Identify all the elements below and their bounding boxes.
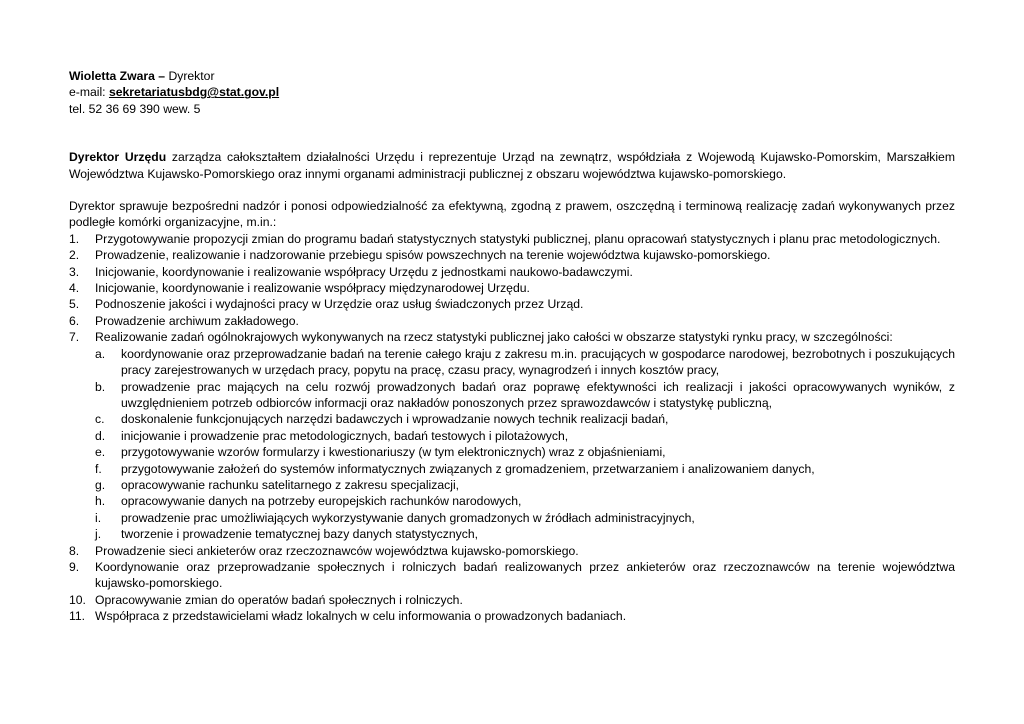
item-text: Przygotowywanie propozycji zmian do programu badań statystycznych statystyki publicznej, planu opracowań statystycznych i planu prac metodologicznych.: [95, 231, 941, 246]
item-number: 10.: [69, 592, 86, 607]
item-number: 5.: [69, 297, 80, 312]
sub-list-item: [95, 346, 955, 379]
item-text: Realizowanie zadań ogólnokrajowych wykonywanych na rzecz statystyki publicznej jako całości w obszarze statystyki rynku pracy, w szczególności:: [95, 330, 893, 345]
item-number: 11.: [69, 609, 86, 624]
item-text: Współpraca z przedstawicielami władz lokalnych w celu informowania o prowadzonych badaniach.: [95, 609, 627, 624]
item-number: 2.: [69, 248, 80, 263]
sub-item-text: opracowywanie danych na potrzeby europejskich rachunków narodowych,: [121, 494, 522, 509]
contact-name-line: [69, 68, 955, 84]
list-item: [69, 329, 955, 542]
list-item: [69, 296, 955, 312]
item-text: Prowadzenie, realizowanie i nadzorowanie przebiegu spisów powszechnych na terenie województwa kujawsko-pomorskiego.: [95, 248, 771, 263]
sub-list-item: [95, 444, 955, 460]
sub-item-text: inicjowanie i prowadzenie prac metodologicznych, badań testowych i pilotażowych,: [121, 428, 569, 443]
contact-email-line: [69, 84, 955, 100]
supervision-paragraph: Dyrektor sprawuje bezpośredni nadzór i ponosi odpowiedzialność za efektywną, zgodną z prawem, oszczędną i terminową realizację zadań wykonywanych przez podległe komórki organizacyjne, m.in.:: [69, 199, 955, 230]
item-letter: g.: [95, 477, 106, 492]
sub-list-item: [95, 411, 955, 427]
item-letter: c.: [95, 412, 105, 427]
email-label: e-mail:: [69, 85, 106, 100]
item-text: Inicjowanie, koordynowanie i realizowanie współpracy międzynarodowej Urzędu.: [95, 281, 530, 296]
item-letter: h.: [95, 494, 106, 509]
list-item: [69, 559, 955, 592]
intro-paragraph: [69, 149, 955, 182]
sub-list-item: [95, 477, 955, 493]
intro-text: zarządza całokształtem działalności Urzędu i reprezentuje Urząd na zewnątrz, współdziała z Wojewodą Kujawsko-Pomorskim, Marszałkiem Województwa Kujawsko-Pomorskiego oraz innymi organami administracji publicznej z obszaru województwa kujawsko-pomorskiego.: [69, 150, 955, 181]
email-link[interactable]: sekretariatusbdg@stat.gov.pl: [108, 85, 280, 100]
item-letter: a.: [95, 346, 106, 361]
item-letter: e.: [95, 445, 106, 460]
contact-phone: tel. 52 36 69 390 wew. 5: [69, 101, 201, 116]
item-text: Prowadzenie archiwum zakładowego.: [95, 313, 299, 328]
item-letter: d.: [95, 428, 106, 443]
item-number: 9.: [69, 559, 80, 574]
sub-list-item: [95, 526, 955, 542]
item-number: 8.: [69, 543, 80, 558]
document-page: [69, 68, 955, 625]
sub-list-item: [95, 493, 955, 509]
sub-item-text: opracowywanie rachunku satelitarnego z zakresu specjalizacji,: [121, 477, 460, 492]
sub-item-text: doskonalenie funkcjonujących narzędzi badawczych i wprowadzanie nowych technik realizacji badań,: [121, 412, 669, 427]
intro-title: Dyrektor Urzędu: [69, 150, 167, 165]
contact-name: Wioletta Zwara –: [69, 69, 166, 83]
sub-item-text: przygotowywanie założeń do systemów informatycznych związanych z gromadzeniem, przetwarzaniem i analizowaniem danych,: [121, 461, 815, 476]
sub-list-item: [95, 379, 955, 412]
list-item: [69, 280, 955, 296]
item-number: 1.: [69, 231, 80, 246]
item-number: 3.: [69, 264, 80, 279]
item-text: Podnoszenie jakości i wydajności pracy w Urzędzie oraz usług świadczonych przez Urząd.: [95, 297, 584, 312]
task-list: [69, 231, 955, 625]
list-item: [69, 231, 955, 247]
item-text: Inicjowanie, koordynowanie i realizowanie współpracy Urzędu z jednostkami naukowo-badawczymi.: [95, 264, 633, 279]
contact-role: Dyrektor: [168, 69, 215, 83]
list-item: [69, 313, 955, 329]
item-number: 7.: [69, 330, 80, 345]
sub-item-text: tworzenie i prowadzenie tematycznej bazy danych statystycznych,: [121, 527, 478, 542]
list-item: [69, 592, 955, 608]
item-letter: f.: [95, 461, 102, 476]
item-number: 6.: [69, 313, 80, 328]
sub-item-text: prowadzenie prac umożliwiających wykorzystywanie danych gromadzonych w źródłach administracyjnych,: [121, 510, 695, 525]
sub-list-item: [95, 428, 955, 444]
sub-item-text: koordynowanie oraz przeprowadzanie badań na terenie całego kraju z zakresu m.in. pracujących w gospodarce narodowej, bezrobotnych i poszukujących pracy zarejestrowanych w urzędach pracy, popytu na pracę, czasu pracy, wynagrodzeń i innych kosztów pracy,: [121, 346, 955, 378]
item-letter: i.: [95, 510, 102, 525]
sub-list-item: [95, 461, 955, 477]
contact-block: [69, 68, 955, 117]
item-text: Opracowywanie zmian do operatów badań społecznych i rolniczych.: [95, 592, 463, 607]
item-letter: b.: [95, 379, 106, 394]
list-item: [69, 247, 955, 263]
item-number: 4.: [69, 281, 80, 296]
list-item: [69, 543, 955, 559]
subtask-list: [95, 346, 955, 543]
item-letter: j.: [95, 527, 102, 542]
sub-item-text: prowadzenie prac mających na celu rozwój prowadzonych badań oraz poprawę efektywności ich realizacji i jakości opracowywanych wyników, z uwzględnieniem potrzeb odbiorców informacji oraz nakładów ponoszonych przez sprawozdawców i statystykę publiczną,: [121, 379, 955, 410]
item-text: Prowadzenie sieci ankieterów oraz rzeczoznawców województwa kujawsko-pomorskiego.: [95, 543, 579, 558]
sub-list-item: [95, 510, 955, 526]
list-item: [69, 264, 955, 280]
list-item: [69, 608, 955, 624]
sub-item-text: przygotowywanie wzorów formularzy i kwestionariuszy (w tym elektronicznych) wraz z objaśnieniami,: [121, 445, 666, 460]
item-text: Koordynowanie oraz przeprowadzanie społecznych i rolniczych badań realizowanych przez ankieterów oraz rzeczoznawców na terenie województwa kujawsko-pomorskiego.: [95, 559, 955, 591]
